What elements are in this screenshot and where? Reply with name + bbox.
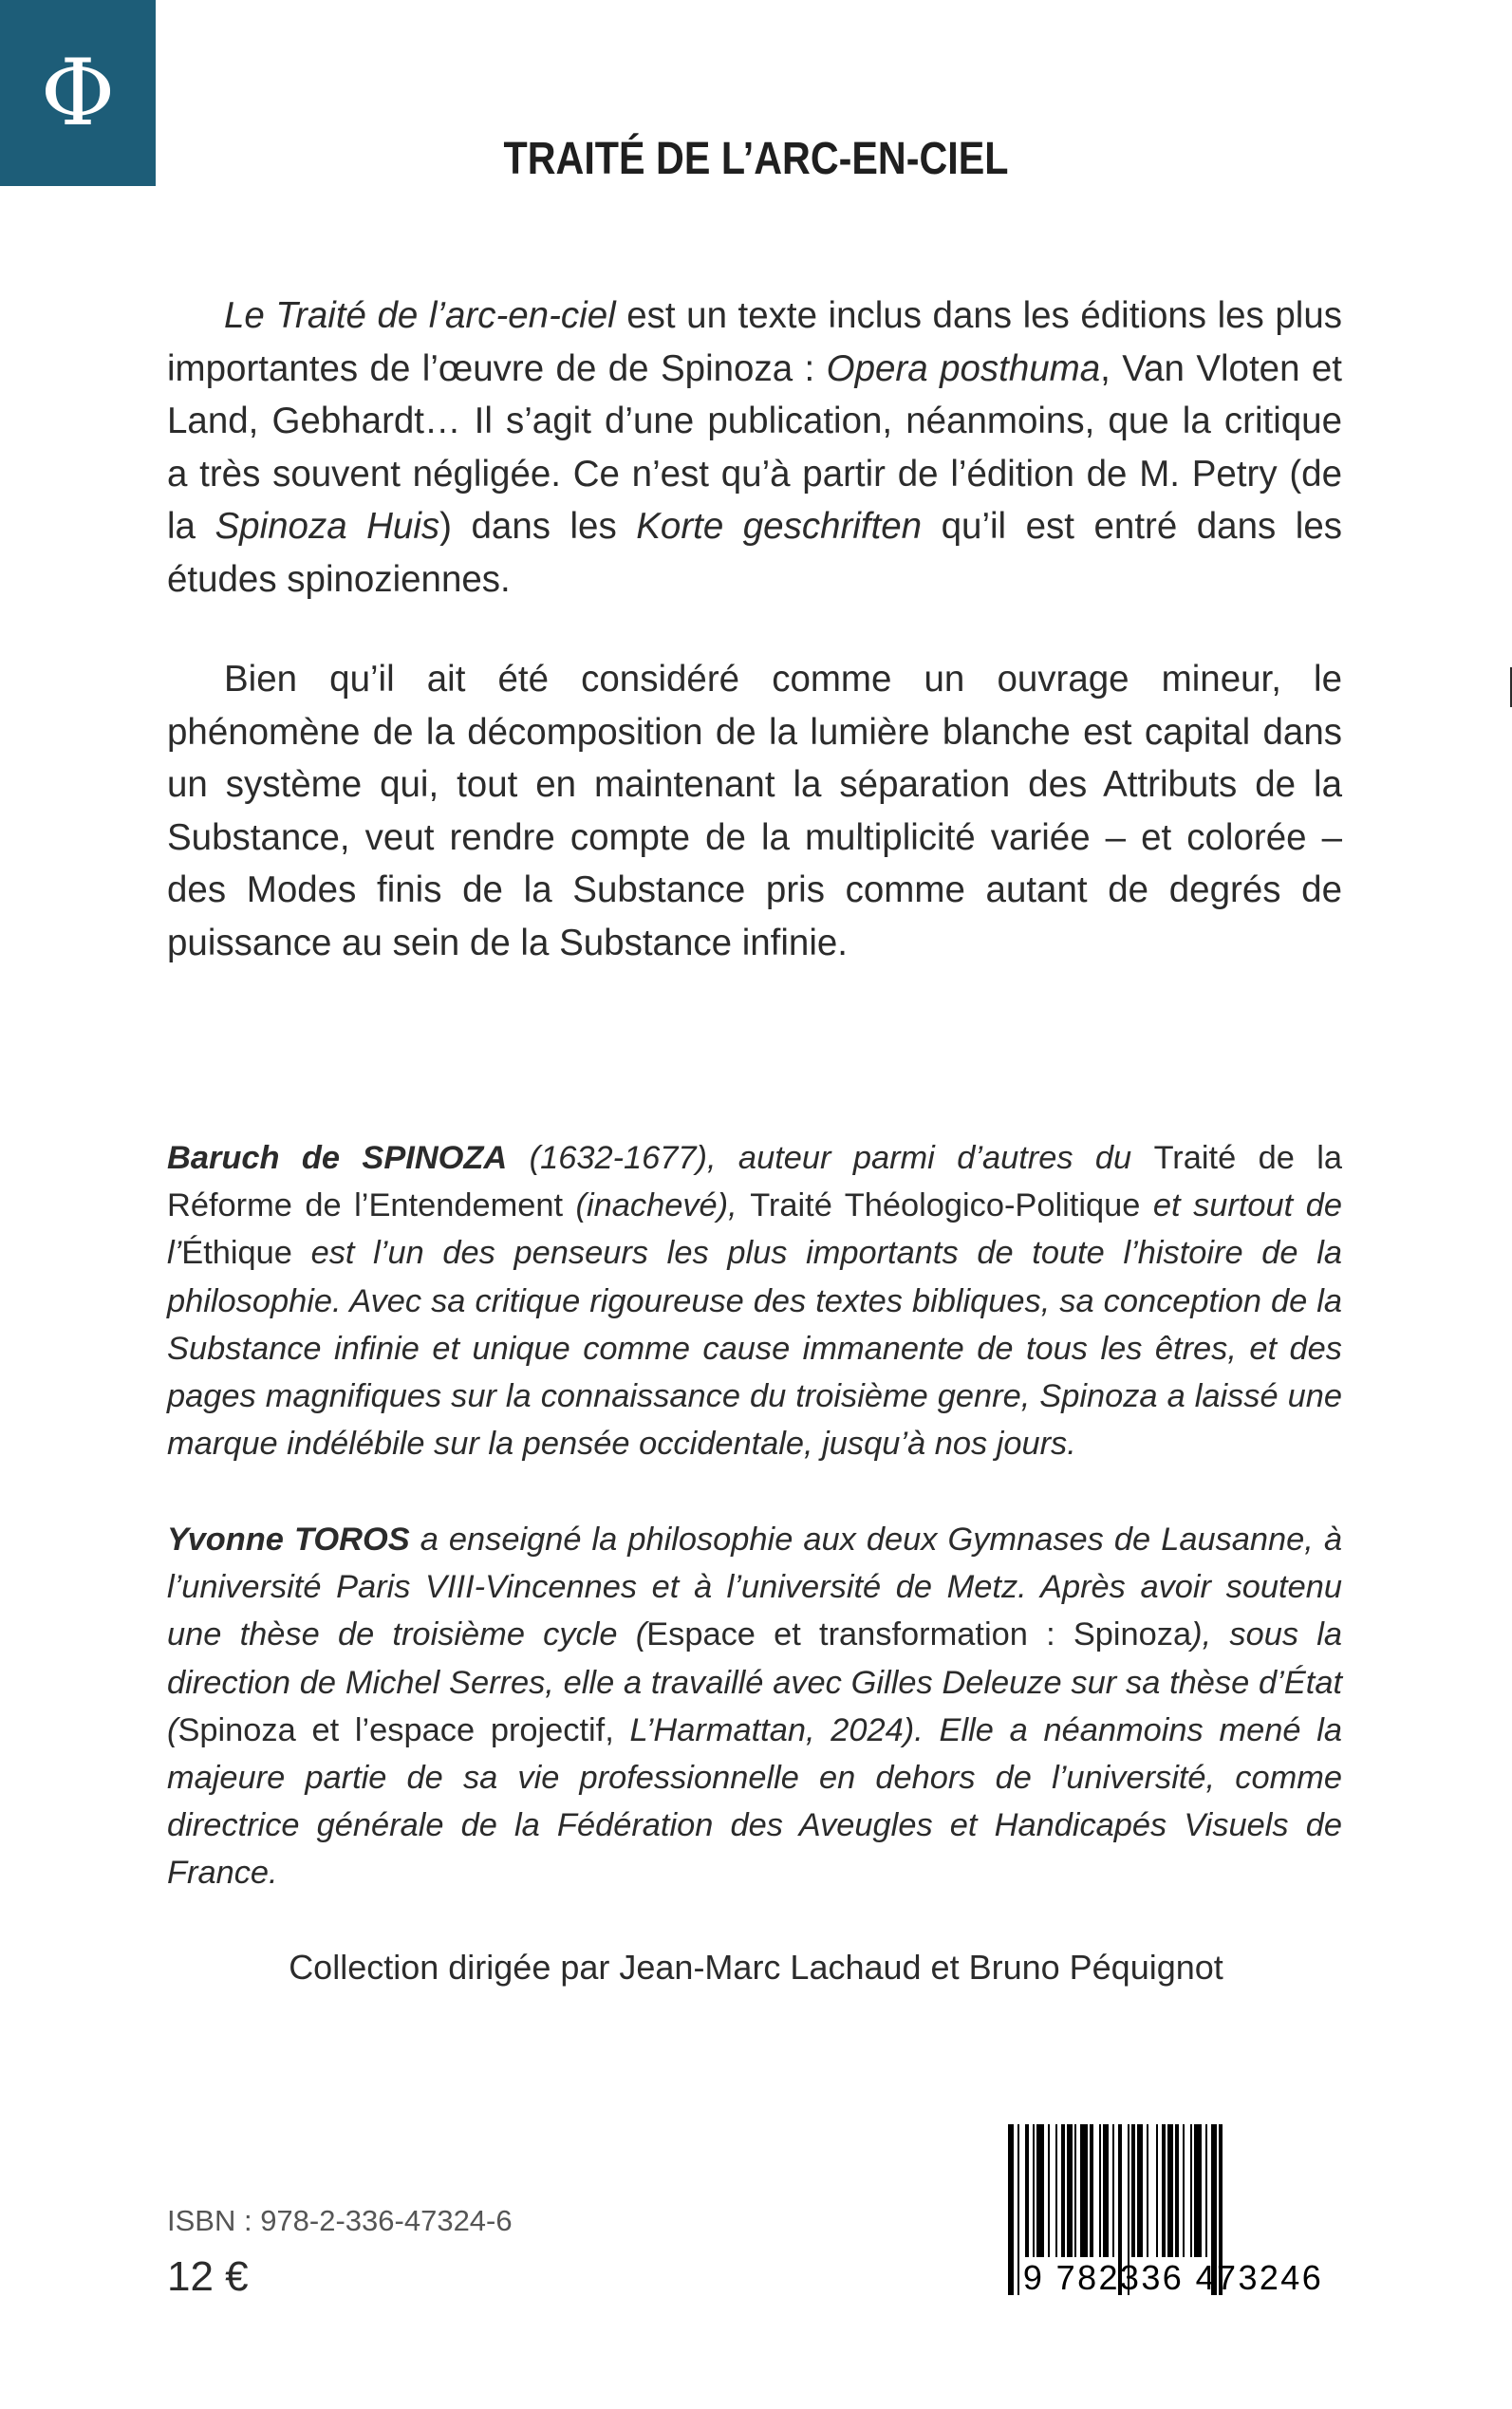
summary-italic-2: Spinoza Huis [215, 506, 440, 548]
price: 12 € [167, 2253, 249, 2300]
bio-spinoza-text-2: (inachevé), [563, 1187, 751, 1224]
barcode-bar [1099, 2124, 1101, 2257]
bio-toros-work-2: Spinoza et l’espace projectif, [177, 1711, 630, 1748]
summary-italic-3: Korte geschriften [636, 506, 923, 548]
barcode-bar [1112, 2124, 1114, 2257]
bio-toros-text-1: a enseigné la philosophie aux deux Gymnases de Lausanne, à l’université Paris VIII-Vincennes et à l’université de Metz. Après avoir soutenu une thèse de troisième cycle ( [167, 1522, 1342, 1653]
bio-spinoza-text-1: (1632-1677), auteur parmi d’autres du [507, 1140, 1154, 1176]
summary-text-4: qu’il est entré dans les études spinoziennes. [167, 506, 1342, 600]
barcode-bar [1156, 2124, 1158, 2257]
bio-spinoza-work-3: Éthique [181, 1235, 292, 1272]
summary-text-2: , Van Vloten et Land, Gebhardt… Il s’agit d’une publication, néanmoins, que la critique a très souvent négligée. Ce n’est qu’à partir de l’édition de M. Petry (de la [167, 347, 1342, 548]
barcode-bar [1183, 2124, 1185, 2257]
barcode-bar [1090, 2124, 1093, 2257]
bio-toros-text-2: ), sous la direction de Michel Serres, elle a travaillé avec Gilles Deleuze sur sa thèse d’État ( [167, 1616, 1343, 1748]
bio-toros-text-3: L’Harmattan, 2024). Elle a néanmoins mené la majeure partie de sa vie professionnelle en dehors de l’université, comme directrice générale de la Fédération des Aveugles et Handicapés Visuels de France. [167, 1711, 1342, 1892]
barcode-bar [1061, 2124, 1065, 2257]
bio-spinoza-work-1: Traité de la Réforme de l’Entendement [167, 1140, 1342, 1224]
barcode-bar [1194, 2124, 1202, 2257]
bio-spinoza-work-2: Traité Théologico-Politique [750, 1187, 1141, 1224]
bio-spinoza-text-4: est l’un des penseurs les plus importants de toute l’histoire de la philosophie. Avec sa critique rigoureuse des textes bibliques, sa conception de la Substance infinie et unique comme cause immanente de tous les êtres, et des pages magnifiques sur la connaissance du troisième genre, Spinoza a laissé une marque indélébile sur la pensée occidentale, jusqu’à nos jours. [167, 1235, 1342, 1463]
summary-italic-intro: Le Traité de l’arc-en-ciel [224, 295, 616, 336]
barcode-bar [1074, 2124, 1076, 2257]
summary-paragraph-2-text: Bien qu’il ait été considéré comme un ouvrage mineur, le phénomène de la décomposition de la lumière blanche est capital dans un système qui, tout en maintenant la séparation des Attributs de la Substance, veut rendre compte de la multiplicité variée – et colorée – des Modes finis de la Substance pris comme autant de degrés de puissance au sein de la Substance infinie. [167, 659, 1342, 963]
bio-toros [167, 1516, 1342, 1897]
barcode-bar [1175, 2124, 1179, 2257]
barcode-bar [1080, 2124, 1088, 2257]
barcode-bar [1167, 2124, 1173, 2257]
bio-spinoza [167, 1134, 1342, 1467]
barcode-bar [1055, 2124, 1057, 2257]
bio-toros-work-1: Espace et transformation : Spinoza [646, 1616, 1192, 1653]
barcode-bar [1048, 2124, 1050, 2257]
summary-paragraph-2 [167, 653, 1342, 970]
phi-logo-icon: Φ [40, 40, 116, 146]
isbn: ISBN : 978-2-336-47324-6 [167, 2204, 513, 2237]
barcode-bar [1131, 2124, 1135, 2257]
barcode-bar [1147, 2124, 1148, 2257]
summary-paragraph-1 [167, 289, 1342, 607]
book-title: TRAITÉ DE L’ARC-EN-CIEL [503, 134, 1009, 184]
barcode-bar [1162, 2124, 1166, 2257]
barcode-bar [1067, 2124, 1073, 2257]
barcode-bar [1025, 2124, 1029, 2257]
barcode-bar [1033, 2124, 1035, 2257]
bio-spinoza-text-3: et surtout de l’ [167, 1187, 1342, 1272]
barcode-bar [1103, 2124, 1109, 2257]
barcode-bar [1190, 2124, 1192, 2257]
bio-toros-name: Yvonne TOROS [167, 1522, 410, 1558]
barcode-bar [1036, 2124, 1044, 2257]
barcode-bar [1137, 2124, 1143, 2257]
collection-note: Collection dirigée par Jean-Marc Lachaud et Bruno Péquignot [289, 1948, 1223, 1987]
barcode-digits: 9 782336 473246 [1022, 2258, 1324, 2297]
summary-text-1: est un texte inclus dans les éditions les plus importantes de l’œuvre de de Spinoza : [167, 295, 1342, 389]
barcode-bar [1205, 2124, 1207, 2257]
summary-italic-1: Opera posthuma [826, 347, 1101, 389]
summary-text-3: ) dans les [439, 506, 637, 548]
bio-spinoza-name: Baruch de SPINOZA [167, 1140, 508, 1176]
